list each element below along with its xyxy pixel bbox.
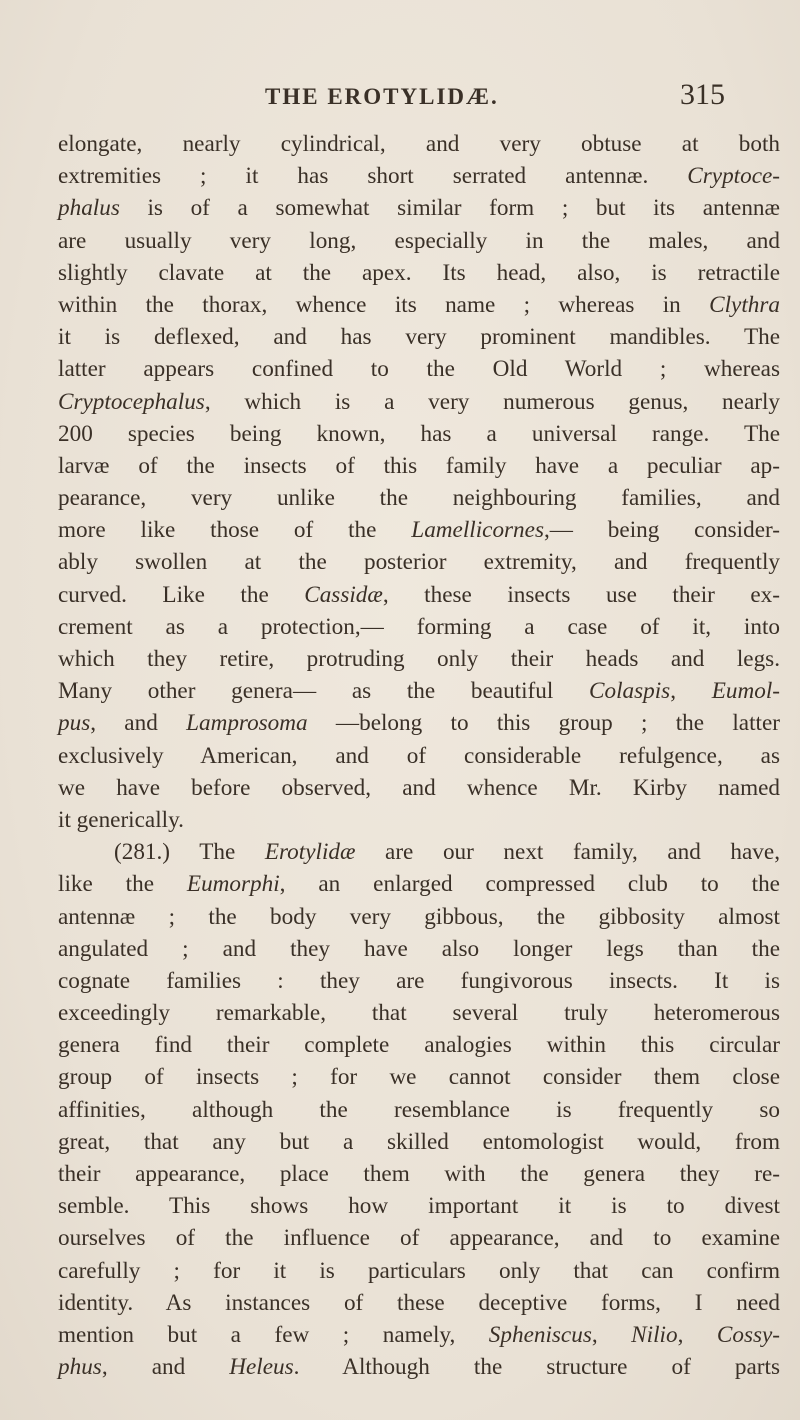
text-line: [58, 675, 780, 707]
text-run: slightly clavate at the apex. Its head, also, is retractile: [58, 259, 780, 286]
italic-term: Lamprosoma: [186, 710, 308, 737]
italic-term: phus: [58, 1354, 102, 1381]
text-run: it generically.: [58, 806, 184, 833]
italic-term: Cryptocephalus: [58, 388, 205, 415]
text-line: [58, 901, 780, 933]
italic-term: Lamellicornes: [411, 517, 544, 544]
text-run: , these insects use their ex-: [382, 581, 780, 608]
text-run: within the thorax, whence its name ; whereas in: [58, 291, 710, 318]
text-line: [58, 1061, 780, 1093]
italic-term: pus: [58, 710, 91, 737]
text-line: [58, 353, 780, 385]
text-run: group of insects ; for we cannot consider them close: [58, 1064, 780, 1091]
text-run: angulated ; and they have also longer legs than the: [58, 935, 780, 962]
running-title: THE EROTYLIDÆ.: [265, 84, 499, 109]
text-run: it is deflexed, and has very prominent mandibles. The: [58, 324, 780, 351]
text-line: [58, 1126, 780, 1158]
text-line: [58, 740, 780, 772]
text-line: [58, 225, 780, 257]
text-line: [58, 1190, 780, 1222]
body-text: [58, 128, 780, 1383]
text-run: affinities, although the resemblance is frequently so: [58, 1096, 780, 1123]
text-run: , and: [101, 1354, 230, 1381]
text-line: [58, 997, 780, 1029]
italic-term: Eumol-: [711, 678, 780, 705]
italic-term: Colaspis: [589, 678, 671, 705]
text-run: ,— being consider-: [543, 517, 780, 544]
text-line: [58, 707, 780, 739]
text-run: (281.) The: [114, 839, 265, 866]
text-line: [58, 418, 780, 450]
text-run: larvæ of the insects of this family have a peculiar ap-: [58, 452, 780, 479]
running-head: [0, 78, 800, 114]
text-line: [58, 289, 780, 321]
text-line: [58, 546, 780, 578]
text-run: more like those of the: [58, 517, 412, 544]
text-line: [58, 1029, 780, 1061]
text-run: ,: [591, 1321, 632, 1348]
text-run: are our next family, and have,: [355, 839, 780, 866]
text-run: identity. As instances of these deceptive forms, I need: [58, 1289, 780, 1316]
text-run: , and: [90, 710, 187, 737]
italic-term: Spheniscus: [488, 1321, 592, 1348]
text-run: , which is a very numerous genus, nearly: [204, 388, 780, 415]
text-line: [58, 1158, 780, 1190]
text-line: [58, 514, 780, 546]
text-run: like the: [58, 871, 187, 898]
italic-term: Cossy-: [716, 1321, 781, 1348]
text-run: . Although the structure of parts: [293, 1354, 780, 1381]
text-run: antennæ ; the body very gibbous, the gibbosity almost: [58, 903, 780, 930]
text-run: their appearance, place them with the genera they re-: [58, 1161, 780, 1187]
text-run: which they retire, protruding only their heads and legs.: [58, 646, 780, 672]
text-run: Many other genera— as the beautiful: [58, 678, 590, 705]
text-run: latter appears confined to the Old World ; whereas: [58, 356, 780, 383]
text-run: , an enlarged compressed club to the: [279, 871, 780, 898]
text-run: 200 species being known, has a universal range. The: [58, 420, 780, 447]
text-line: [58, 868, 780, 900]
text-line: [58, 804, 780, 836]
italic-term: Cryptoce-: [687, 163, 780, 190]
text-line: [58, 192, 780, 224]
text-line: [58, 1287, 780, 1319]
text-line: [58, 643, 780, 675]
italic-term: Heleus: [229, 1354, 294, 1381]
text-run: —belong to this group ; the latter: [307, 710, 780, 737]
text-run: ourselves of the influence of appearance, and to examine: [58, 1225, 780, 1252]
text-run: great, that any but a skilled entomologist would, from: [58, 1128, 780, 1155]
page-number: 315: [680, 78, 725, 111]
text-line: [58, 321, 780, 353]
italic-term: Clythra: [709, 291, 780, 318]
text-line: [58, 482, 780, 514]
text-run: crement as a protection,— forming a case of it, into: [58, 613, 780, 640]
italic-term: Eumorphi: [186, 871, 280, 898]
text-run: elongate, nearly cylindrical, and very obtuse at both: [58, 131, 780, 157]
text-line: [58, 257, 780, 289]
text-run: genera find their complete analogies within this circular: [58, 1032, 780, 1059]
text-run: exclusively American, and of considerable refulgence, as: [58, 742, 780, 769]
text-run: ,: [670, 678, 712, 705]
text-run: mention but a few ; namely,: [58, 1321, 489, 1348]
text-run: is of a somewhat similar form ; but its antennæ: [119, 195, 780, 222]
text-line: [58, 1319, 780, 1351]
text-line: [58, 386, 780, 418]
text-run: cognate families : they are fungivorous insects. It is: [58, 967, 780, 994]
text-line: [58, 579, 780, 611]
text-line: [58, 965, 780, 997]
text-line: [58, 933, 780, 965]
text-line: [58, 1351, 780, 1383]
text-run: semble. This shows how important it is to divest: [58, 1193, 780, 1220]
text-run: carefully ; for it is particulars only that can confirm: [58, 1257, 780, 1284]
text-line: [58, 160, 780, 192]
text-line: [58, 1255, 780, 1287]
text-run: pearance, very unlike the neighbouring families, and: [58, 485, 780, 512]
italic-term: Cassidæ: [304, 581, 383, 608]
text-run: curved. Like the: [58, 581, 305, 608]
text-line: [58, 836, 780, 868]
text-line: [58, 611, 780, 643]
text-line: [58, 128, 780, 160]
italic-term: Erotylidæ: [264, 839, 356, 866]
text-line: [58, 772, 780, 804]
italic-term: Nilio: [631, 1321, 678, 1348]
text-run: are usually very long, especially in the males, and: [58, 227, 780, 254]
text-run: ably swollen at the posterior extremity, and frequently: [58, 549, 780, 576]
text-run: we have before observed, and whence Mr. Kirby named: [58, 774, 780, 801]
text-line: [58, 450, 780, 482]
text-line: [58, 1222, 780, 1254]
text-run: extremities ; it has short serrated antennæ.: [58, 163, 688, 190]
text-run: exceedingly remarkable, that several truly heteromerous: [58, 1000, 780, 1027]
text-run: ,: [677, 1321, 717, 1348]
italic-term: phalus: [58, 195, 120, 222]
text-line: [58, 1094, 780, 1126]
